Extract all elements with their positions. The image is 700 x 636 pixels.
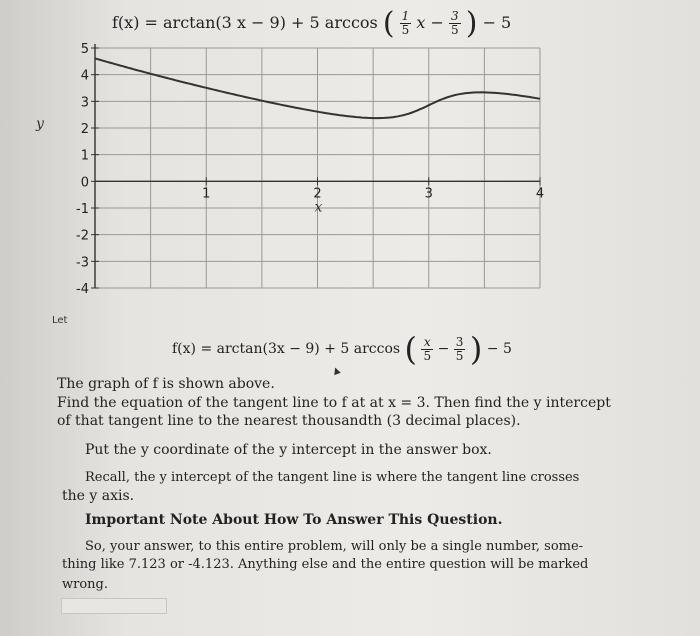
body-line-7: So, your answer, to this entire problem, will only be a single number, some- <box>85 539 584 554</box>
formula-right-paren: ) <box>469 330 483 368</box>
right-paren: ) <box>465 6 478 41</box>
x-tick-label: 4 <box>535 186 545 202</box>
title-x: x − <box>416 13 444 32</box>
formula-minus: − <box>437 341 450 357</box>
formula-lhs: f(x) = arctan(3x − 9) + 5 arccos <box>172 341 401 357</box>
y-tick-label: -2 <box>76 228 89 244</box>
body-line-8: thing like 7.123 or -4.123. Anything else and the entire question will be marked <box>62 557 589 572</box>
tick-labels <box>76 42 544 297</box>
answer-input[interactable] <box>61 598 167 614</box>
y-tick-label: -4 <box>76 282 89 297</box>
x-tick-label: 3 <box>424 186 433 202</box>
formula-fraction-2: $\frac{3}{5}$ <box>455 334 464 363</box>
y-axis-label: y <box>36 116 44 132</box>
y-tick-label: 5 <box>80 42 89 57</box>
body-line-3: of that tangent line to the nearest thousandth (3 decimal places). <box>57 413 521 429</box>
mouse-cursor-icon: ▲ <box>331 365 342 377</box>
function-definition <box>172 330 512 368</box>
left-paren: ( <box>382 6 395 41</box>
y-tick-label: 0 <box>80 175 89 191</box>
body-line-4: Put the y coordinate of the y intercept in the answer box. <box>85 442 492 458</box>
title-fraction-1: $\frac{1}{5}$ <box>401 9 410 37</box>
x-tick-label: 1 <box>202 186 211 202</box>
body-line-5: Recall, the y intercept of the tangent line is where the tangent line crosses <box>85 470 580 485</box>
y-tick-label: -3 <box>76 255 89 271</box>
graph-title-prefix: f(x) = arctan(3 x − 9) + 5 arccos <box>112 13 378 32</box>
let-label: Let <box>52 315 68 326</box>
y-tick-label: 1 <box>80 148 89 164</box>
graph-title-suffix: − 5 <box>482 13 512 32</box>
x-axis-label: x <box>314 199 323 216</box>
formula-tail: − 5 <box>486 341 512 357</box>
formula-fraction-1: $\frac{x}{5}$ <box>423 334 432 363</box>
important-note-heading: Important Note About How To Answer This Question. <box>85 512 503 528</box>
grid <box>95 48 540 288</box>
body-line-6: the y axis. <box>62 488 135 504</box>
y-tick-label: -1 <box>76 202 89 217</box>
body-line-9: wrong. <box>62 577 108 592</box>
body-line-1: The graph of f is shown above. <box>57 376 275 392</box>
body-line-2: Find the equation of the tangent line to f at at x = 3. Then find the y intercept <box>57 395 611 411</box>
y-tick-label: 3 <box>80 95 89 111</box>
title-fraction-2: $\frac{3}{5}$ <box>451 9 459 37</box>
y-tick-label: 4 <box>80 68 89 84</box>
y-tick-label: 2 <box>80 122 89 137</box>
formula-left-paren: ( <box>404 330 418 368</box>
x-tick-label: 2 <box>313 186 322 202</box>
